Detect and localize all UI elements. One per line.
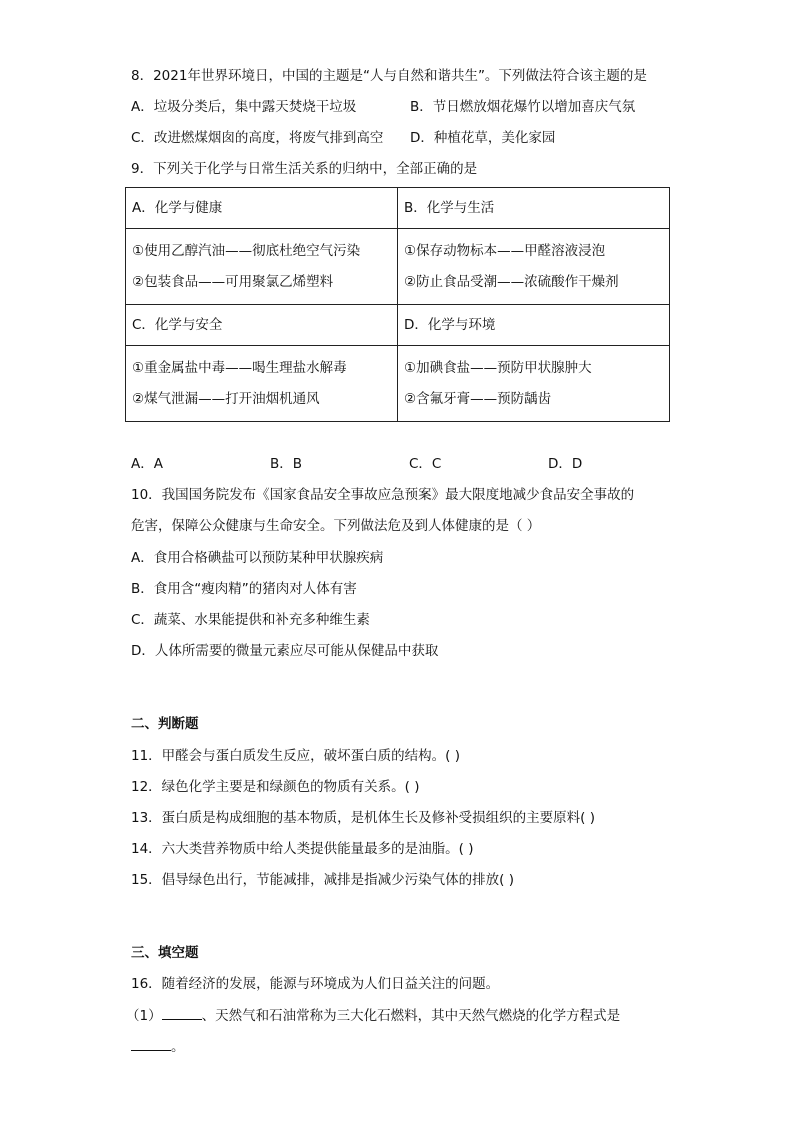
table-cell-a-item-2: ②包装食品——可用聚氯乙烯塑料 (132, 273, 334, 290)
question-10-option-b: B．食用含“瘦肉精”的猪肉对人体有害 (131, 581, 357, 597)
question-8-option-d: D．种植花草，美化家园 (410, 130, 556, 146)
table-cell-a-item-1: ①使用乙醇汽油——彻底杜绝空气污染 (132, 242, 361, 259)
judgement-item-14: 14．六大类营养物质中给人类提供能量最多的是油脂。( ) (131, 841, 474, 857)
table-cell-d-item-1: ①加碘食盐——预防甲状腺肿大 (404, 359, 592, 376)
section-fill-blank-title: 三、填空题 (131, 945, 199, 961)
question-9-option-c: C．C (409, 456, 442, 472)
question-8-stem: 8．2021年世界环境日，中国的主题是“人与自然和谐共生”。下列做法符合该主题的是 (131, 68, 647, 84)
section-judgement-title: 二、判断题 (131, 716, 199, 732)
question-9-options (131, 454, 691, 474)
question-16-stem: 16．随着经济的发展，能源与环境成为人们日益关注的问题。 (131, 976, 500, 992)
question-9-stem: 9．下列关于化学与日常生活关系的归纳中，全部正确的是 (131, 161, 478, 177)
question-16-part-1 (126, 1005, 620, 1026)
question-10-option-c: C．蔬菜、水果能提供和补充多种维生素 (131, 612, 370, 628)
question-9-option-b: B．B (270, 456, 303, 472)
question-16-part-1-end: 。 (171, 1039, 185, 1055)
table-cell-b-item-1: ①保存动物标本——甲醛溶液浸泡 (404, 242, 606, 259)
question-16-part-1-continuation (131, 1036, 185, 1057)
table-cell-d-title: D．化学与环境 (398, 305, 670, 346)
question-10-option-d: D．人体所需要的微量元素应尽可能从保健品中获取 (131, 643, 439, 659)
question-8-option-c: C．改进燃煤烟囱的高度，将废气排到高空 (131, 130, 384, 146)
table-cell-c-title: C．化学与安全 (126, 305, 398, 346)
question-16-part-1-prefix: （1） (126, 1008, 162, 1024)
table-cell-b-body (398, 229, 670, 305)
judgement-item-12: 12．绿色化学主要是和绿颜色的物质有关系。( ) (131, 779, 420, 795)
table-cell-a-title: A．化学与健康 (126, 188, 398, 229)
question-9-option-a: A．A (131, 456, 163, 472)
answer-blank-1[interactable] (162, 1005, 202, 1020)
table-cell-d-item-2: ②含氟牙膏——预防龋齿 (404, 390, 552, 407)
judgement-item-13: 13．蛋白质是构成细胞的基本物质，是机体生长及修补受损组织的主要原料( ) (131, 810, 596, 826)
table-cell-b-title: B．化学与生活 (398, 188, 670, 229)
table-cell-c-item-1: ①重金属盐中毒——喝生理盐水解毒 (132, 359, 347, 376)
table-cell-d-body (398, 346, 670, 422)
question-8-option-a: A．垃圾分类后，集中露天焚烧干垃圾 (131, 99, 357, 115)
question-9-option-d: D．D (548, 456, 583, 472)
question-10-stem-line-1: 10．我国国务院发布《国家食品安全事故应急预案》最大限度地减少食品安全事故的 (131, 487, 635, 503)
judgement-item-11: 11．甲醛会与蛋白质发生反应，破坏蛋白质的结构。( ) (131, 748, 461, 764)
table-cell-c-item-2: ②煤气泄漏——打开油烟机通风 (132, 390, 320, 407)
answer-blank-2[interactable] (131, 1036, 171, 1051)
table-cell-c-body (126, 346, 398, 422)
question-16-part-1-text: 、天然气和石油常称为三大化石燃料，其中天然气燃烧的化学方程式是 (201, 1008, 621, 1024)
question-9-table (125, 187, 670, 422)
table-cell-b-item-2: ②防止食品受潮——浓硫酸作干燥剂 (404, 273, 619, 290)
judgement-item-15: 15．倡导绿色出行，节能减排，减排是指减少污染气体的排放( ) (131, 872, 515, 888)
question-10-option-a: A．食用合格碘盐可以预防某种甲状腺疾病 (131, 550, 384, 566)
question-10-stem-line-2: 危害，保障公众健康与生命安全。下列做法危及到人体健康的是（ ） (131, 518, 541, 534)
table-cell-a-body (126, 229, 398, 305)
question-8-option-b: B．节日燃放烟花爆竹以增加喜庆气氛 (410, 99, 636, 115)
